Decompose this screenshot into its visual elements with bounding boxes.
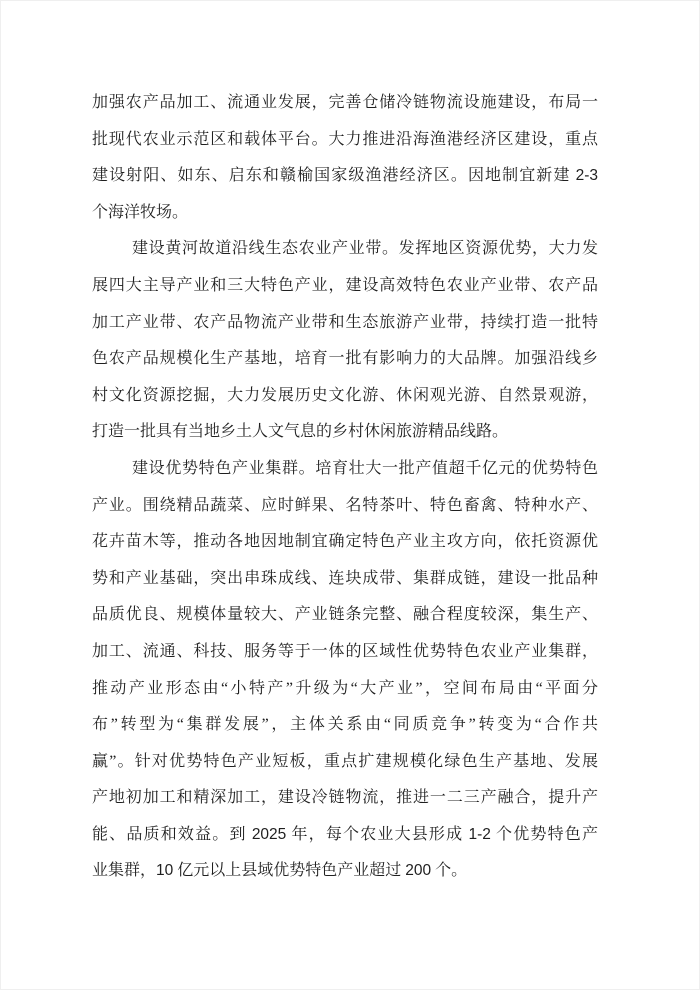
paragraph-2: [92, 231, 598, 451]
text-line: 赢”。针对优势特色产业短板，重点扩建规模化绿色生产基地、发展: [92, 752, 598, 770]
text-line: 加工、流通、科技、服务等于一体的区域性优势特色农业产业集群，: [92, 642, 598, 660]
text-line: 势和产业基础，突出串珠成线、连块成带、集群成链，建设一批品种: [92, 569, 598, 587]
text-line: 花卉苗木等，推动各地因地制宜确定特色产业主攻方向，依托资源优: [92, 533, 598, 551]
text-line: 产地初加工和精深加工，建设冷链物流，推进一二三产融合，提升产: [92, 789, 598, 807]
text-line: 色农产品规模化生产基地，培育一批有影响力的大品牌。加强沿线乡: [92, 350, 598, 368]
text-line: 能、品质和效益。到 2025 年，每个农业大县形成 1-2 个优势特色产: [92, 825, 598, 843]
text-line: 建设优势特色产业集群。培育壮大一批产值超千亿元的优势特色: [132, 459, 598, 477]
text-line: 推动产业形态由“小特产”升级为“大产业”，空间布局由“平面分: [92, 679, 598, 697]
text-line: 品质优良、规模体量较大、产业链条完整、融合程度较深，集生产、: [92, 606, 598, 624]
text-line: 村文化资源挖掘，大力发展历史文化游、休闲观光游、自然景观游，: [92, 386, 598, 404]
text-line: 展四大主导产业和三大特色产业，建设高效特色农业产业带、农产品: [92, 276, 598, 294]
text-line: 加工产业带、农产品物流产业带和生态旅游产业带，持续打造一批特: [92, 313, 598, 331]
text-line: 产业。围绕精品蔬菜、应时鲜果、名特茶叶、特色畜禽、特种水产、: [92, 496, 598, 514]
text-line: 业集群，10 亿元以上县域优势特色产业超过 200 个。: [92, 862, 468, 880]
text-line: 建设射阳、如东、启东和赣榆国家级渔港经济区。因地制宜新建 2-3: [92, 167, 598, 185]
document-text-block: [92, 85, 598, 890]
text-line: 批现代农业示范区和载体平台。大力推进沿海渔港经济区建设，重点: [92, 130, 598, 148]
text-line: 打造一批具有当地乡土人文气息的乡村休闲旅游精品线路。: [92, 423, 509, 441]
text-line: 个海洋牧场。: [92, 203, 189, 221]
text-line: 加强农产品加工、流通业发展，完善仓储冷链物流设施建设，布局一: [92, 94, 598, 111]
text-line: 布”转型为“集群发展”，主体关系由“同质竞争”转变为“合作共: [92, 716, 598, 734]
paragraph-1: [92, 85, 598, 231]
paragraph-3: [92, 451, 598, 890]
text-line: 建设黄河故道沿线生态农业产业带。发挥地区资源优势，大力发: [132, 240, 598, 258]
